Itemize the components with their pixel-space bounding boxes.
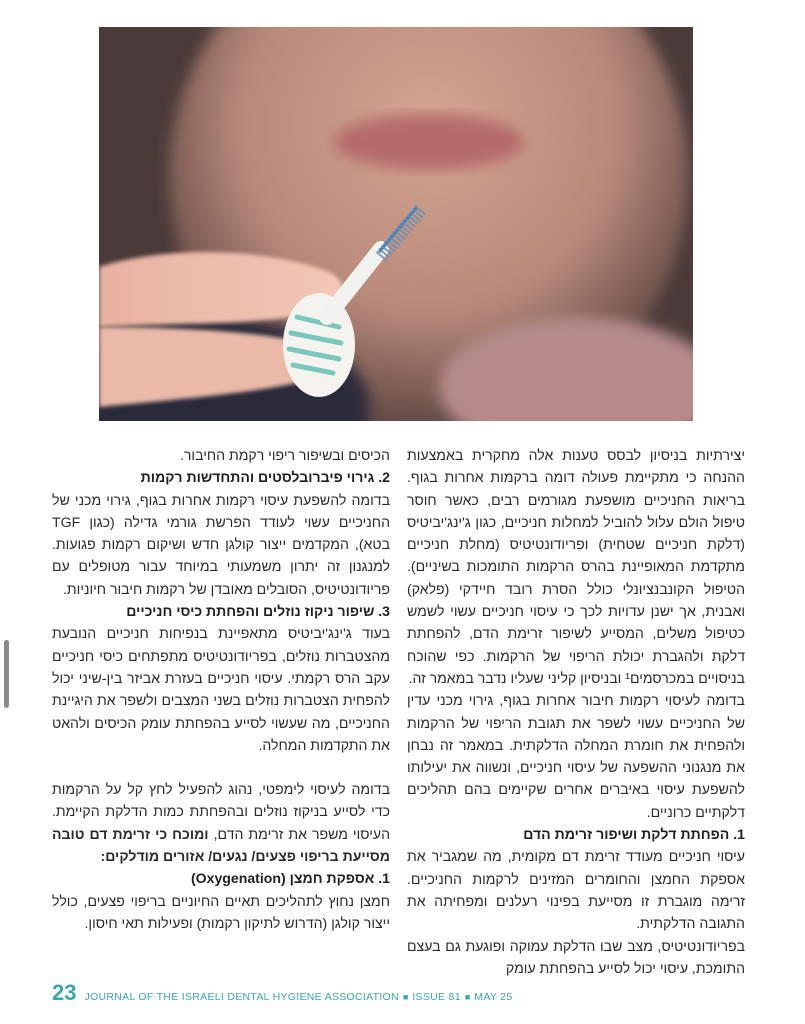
paragraph-text: בדומה לעיסוי לימפטי, נהוג להפעיל לחץ קל על הרקמות כדי לסייע בניקוז נוזלים ובהפחתת כמות הדלקת הקיימת. העיסוי משפר את זרימת הדם, [52, 781, 391, 842]
issue-date: MAY 25 [474, 991, 513, 1003]
separator-icon: ■ [464, 992, 471, 1002]
photo-illustration [99, 27, 693, 421]
journal-name: JOURNAL OF THE ISRAELI DENTAL HYGIENE ASSOCIATION [84, 991, 399, 1003]
paragraph: בדומה להשפעת עיסוי רקמות אחרות בגוף, גירוי מכני של החניכיים עשוי לעודד הפרשת גורמי גדילה (כגון TGF בטא), המקדמים ייצור קולגן חדש ושיקום רקמות פגועות. למנגנון זה יתרון משמעותי במיוחד עבור מטופלים עם פריודונטיטיס, הסובלים מאובדן של רקמות חיבור חיוניות. [52, 491, 390, 597]
paragraph-gap [52, 756, 390, 778]
paragraph: בעוד ג'ינג'יביטיס מתאפיינת בנפיחות חניכיים הנובעת מהצטברות נוזלים, בפריודונטיטיס מתפתחים כיסי חניכיים עקב הרס רקמתי. עיסוי חניכיים בעזרת אביזר בין-שיני יכול להפחית הצטברות נוזלים בשני המצבים ולשפר את היגיינת החניכיים, מה שעשוי לסייע בהפחתת עומק הכיסים ולהאט את התקדמות המחלה. [52, 625, 390, 753]
paragraph: בפריודונטיטיס, מצב שבו הדלקת עמוקה ופוגעת גם בעצם התומכת, עיסוי יכול לסייע בהפחתת עומק [407, 937, 745, 976]
section-heading: 1. הפחתת דלקת ושיפור זרימת הדם [523, 826, 745, 843]
paragraph: עיסוי חניכיים מעודד זרימת דם מקומית, מה שמגביר את אספקת החמצן והחומרים המזינים לרקמות החניכיים. זרימה מוגברת זו מסייעת בפינוי רעלנים ומפחיתה את התגובה הדלקתית. [407, 848, 745, 932]
scrollbar-thumb[interactable] [4, 640, 9, 708]
paragraph: חמצן נחוץ לתהליכים תאיים החיוניים בריפוי פצעים, כולל ייצור קולגן (הדרוש לתיקון רקמות) ופעילות תאי חיסון. [52, 892, 390, 931]
paragraph: בדומה לעיסוי רקמות חיבור אחרות בגוף, גירוי מכני עדין של החניכיים עשוי לשפר את תגובת הריפוי של הרקמות ולהפחית את חומרת המחלה הדלקתית. במאמר זה נבחן את מנגנוני ההשפעה של עיסוי חניכיים, ונשווה את יעילותו להשפעת עיסוי באיברים אחרים שקיימים בהם תהליכים דלקתיים כרוניים. [407, 692, 745, 820]
section-heading: 1. אספקת חמצן (Oxygenation) [190, 870, 390, 887]
separator-icon: ■ [402, 992, 409, 1002]
section-heading: 3. שיפור ניקוז נוזלים והפחתת כיסי חניכיים [126, 603, 390, 620]
page-number: 23 [52, 980, 77, 1005]
interdental-brush-photo [99, 27, 693, 421]
paragraph-bold-text: ומוכח כי זרימת דם טובה מסייעת בריפוי פצעים/ נגעים/ אזורים מודלקים: [52, 825, 390, 865]
section-heading: 2. גירוי פיברובלסטים והתחדשות רקמות [140, 469, 390, 486]
paragraph [52, 778, 390, 867]
paragraph: הכיסים ובשיפור ריפוי רקמת החיבור. [179, 447, 390, 463]
article-column-right [407, 444, 745, 979]
issue-number: ISSUE 81 [412, 991, 461, 1003]
article-column-left [52, 444, 390, 934]
page-footer [52, 980, 512, 1006]
paragraph: יצירתיות בניסיון לבסס טענות אלה מחקרית באמצעות ההנחה כי מתקיימת פעולה דומה ברקמות אחרות בגוף. בריאות החניכיים מושפעת מגורמים רבים, כאשר חוסר טיפול הולם עלול להוביל למחלות חניכיים, כגון ג'ינג'יביטיס (דלקת חניכיים שטחית) ופריודונטיטיס (מחלת חניכיים מתקדמת המאופיינת בהרס הרקמות התומכות בשיניים). הטיפול הקונבנציונלי כולל הסרת רובד חיידקי (פלאק) ואבנית, אך ישנן עדויות לכך כי עיסוי חניכיים עשוי לשמש כטיפול משלים, המסייע לשיפור זרימת הדם, להפחתת דלקת ולהגברת יכולת הריפוי של הרקמות. כפי שהוכח בניסויים במכרסמים¹ ובניסיון קליני שעליו נדבר במאמר זה. [407, 447, 745, 686]
